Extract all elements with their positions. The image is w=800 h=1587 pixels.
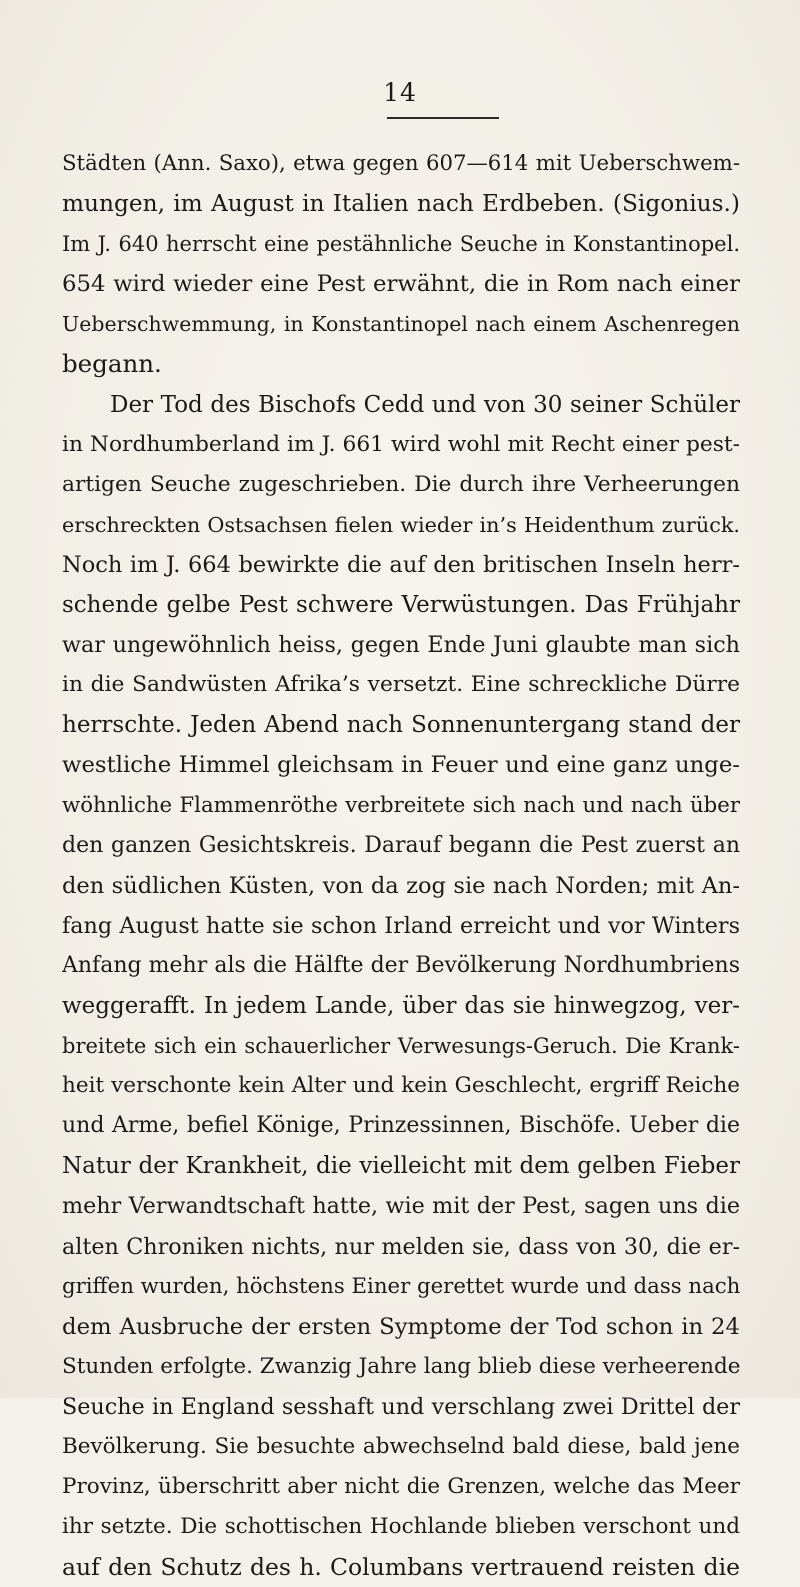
text-line: Ueberschwemmung, in Konstantinopel nach einem Aschenregen [62, 312, 740, 337]
text-line: Provinz, überschritt aber nicht die Grenzen, welche das Meer [62, 1474, 740, 1500]
text-line: den südlichen Küsten, von da zog sie nach Norden; mit An- [62, 872, 740, 899]
body-text [62, 144, 740, 1587]
text-line: Anfang mehr als die Hälfte der Bevölkerung Nordhumbriens [62, 952, 740, 978]
page-number: 14 [383, 78, 417, 107]
text-line: mehr Verwandtschaft hatte, wie mit der Pest, sagen uns die [62, 1193, 740, 1220]
text-line: mungen, im August in Italien nach Erdbeben. (Sigonius.) [62, 190, 740, 218]
header-rule [387, 117, 499, 119]
text-line: begann. [62, 349, 162, 379]
text-line: Im J. 640 herrscht eine pestähnliche Seuche in Konstantinopel. [62, 232, 740, 257]
text-line: und Arme, befiel Könige, Prinzessinnen, Bischöfe. Ueber die [62, 1113, 740, 1139]
text-line: Städten (Ann. Saxo), etwa gegen 607—614 mit Ueberschwem- [62, 151, 740, 176]
text-line: dem Ausbruche der ersten Symptome der Tod schon in 24 [62, 1313, 740, 1340]
text-line: erschreckten Ostsachsen fielen wieder in’s Heidenthum zurück. [62, 512, 740, 537]
text-line: fang August hatte sie schon Irland erreicht und vor Winters [62, 912, 740, 939]
text-line: Natur der Krankheit, die vielleicht mit dem gelben Fieber [62, 1153, 740, 1180]
text-line: heit verschonte kein Alter und kein Geschlecht, ergriff Reiche [62, 1073, 740, 1099]
text-line: Bevölkerung. Sie besuchte abwechselnd bald diese, bald jene [62, 1434, 740, 1459]
text-line: in Nordhumberland im J. 661 wird wohl mit Recht einer pest- [62, 431, 740, 457]
text-line: wöhnliche Flammenröthe verbreitete sich nach und nach über [62, 792, 740, 818]
text-line: griffen wurden, höchstens Einer gerettet wurde und dass nach [62, 1273, 740, 1299]
text-line: Noch im J. 664 bewirkte die auf den britischen Inseln herr- [62, 551, 740, 578]
text-line: breitete sich ein schauerlicher Verwesungs-Geruch. Die Krank- [62, 1034, 740, 1059]
text-line: Stunden erfolgte. Zwanzig Jahre lang blieb diese verheerende [62, 1353, 740, 1379]
text-line: artigen Seuche zugeschrieben. Die durch ihre Verheerungen [62, 471, 740, 497]
text-line: weggerafft. In jedem Lande, über das sie hinwegzog, ver- [62, 992, 740, 1019]
text-line: Der Tod des Bischofs Cedd und von 30 seiner Schüler [110, 391, 740, 418]
text-line: auf den Schutz des h. Columbans vertrauend reisten die [62, 1553, 740, 1582]
text-line: westliche Himmel gleichsam in Feuer und eine ganz unge- [62, 752, 740, 779]
text-line: schende gelbe Pest schwere Verwüstungen. Das Frühjahr [62, 592, 740, 619]
text-line: 654 wird wieder eine Pest erwähnt, die in Rom nach einer [62, 271, 740, 298]
text-line: den ganzen Gesichtskreis. Darauf begann die Pest zuerst an [62, 832, 740, 858]
text-line: alten Chroniken nichts, nur melden sie, dass von 30, die er- [62, 1233, 740, 1260]
text-line: herrschte. Jeden Abend nach Sonnenuntergang stand der [62, 712, 740, 739]
text-line: ihr setzte. Die schottischen Hochlande blieben verschont und [62, 1514, 740, 1540]
text-line: Seuche in England sesshaft und verschlang zwei Drittel der [62, 1393, 740, 1420]
text-line: in die Sandwüsten Afrika’s versetzt. Eine schreckliche Dürre [62, 672, 740, 698]
text-line: war ungewöhnlich heiss, gegen Ende Juni glaubte man sich [62, 632, 740, 659]
